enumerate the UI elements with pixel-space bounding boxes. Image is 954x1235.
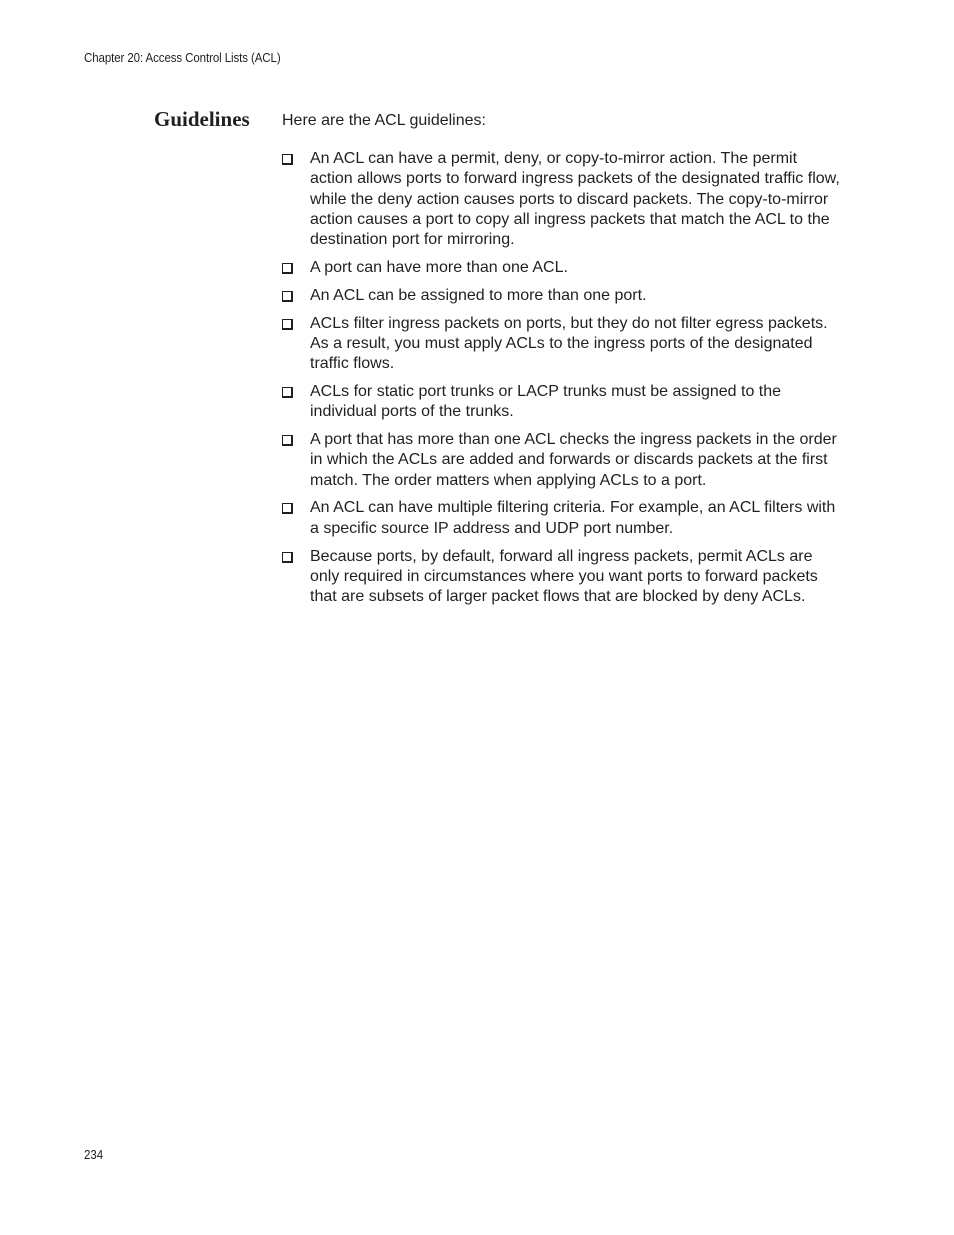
square-bullet-icon [282,387,293,398]
section-heading: Guidelines [154,107,250,131]
list-item-text: A port that has more than one ACL checks the ingress packets in the order in which the ACLs are added and forwards or discards packets at the first match. The order matters when applying ACLs to a port. [310,431,837,489]
list-item-text: An ACL can have multiple filtering criteria. For example, an ACL filters with a specific source IP address and UDP port number. [310,499,836,537]
list-item [282,149,842,250]
list-item [282,382,842,423]
square-bullet-icon [282,503,293,514]
list-item [282,314,842,375]
list-item [282,547,842,608]
running-header: Chapter 20: Access Control Lists (ACL) [84,51,281,65]
list-item [282,258,842,278]
square-bullet-icon [282,552,293,563]
square-bullet-icon [282,154,293,165]
page-number: 234 [84,1148,104,1162]
square-bullet-icon [282,435,293,446]
list-item [282,498,842,539]
guidelines-list [282,149,842,615]
square-bullet-icon [282,291,293,302]
square-bullet-icon [282,319,293,330]
list-item-text: A port can have more than one ACL. [310,258,568,276]
list-item [282,286,842,306]
list-item-text: Because ports, by default, forward all ingress packets, permit ACLs are only required in circumstances where you want ports to forward packets that are subsets of larger packet flows that are blocked by deny ACLs. [310,547,818,606]
list-item-text: ACLs filter ingress packets on ports, but they do not filter egress packets. As a result, you must apply ACLs to the ingress ports of the designated traffic flows. [310,314,828,373]
square-bullet-icon [282,263,293,274]
list-item-text: ACLs for static port trunks or LACP trunks must be assigned to the individual ports of the trunks. [310,382,782,421]
intro-text: Here are the ACL guidelines: [282,112,486,129]
list-item [282,430,842,491]
list-item-text: An ACL can be assigned to more than one port. [310,286,647,304]
list-item-text: An ACL can have a permit, deny, or copy-to-mirror action. The permit action allows ports to forward ingress packets of the designated traffic flow, while the deny action causes ports to discard packets. The copy-to-mirror action causes a port to copy all ingress packets that match the ACL to the destination port for mirroring. [310,150,840,249]
